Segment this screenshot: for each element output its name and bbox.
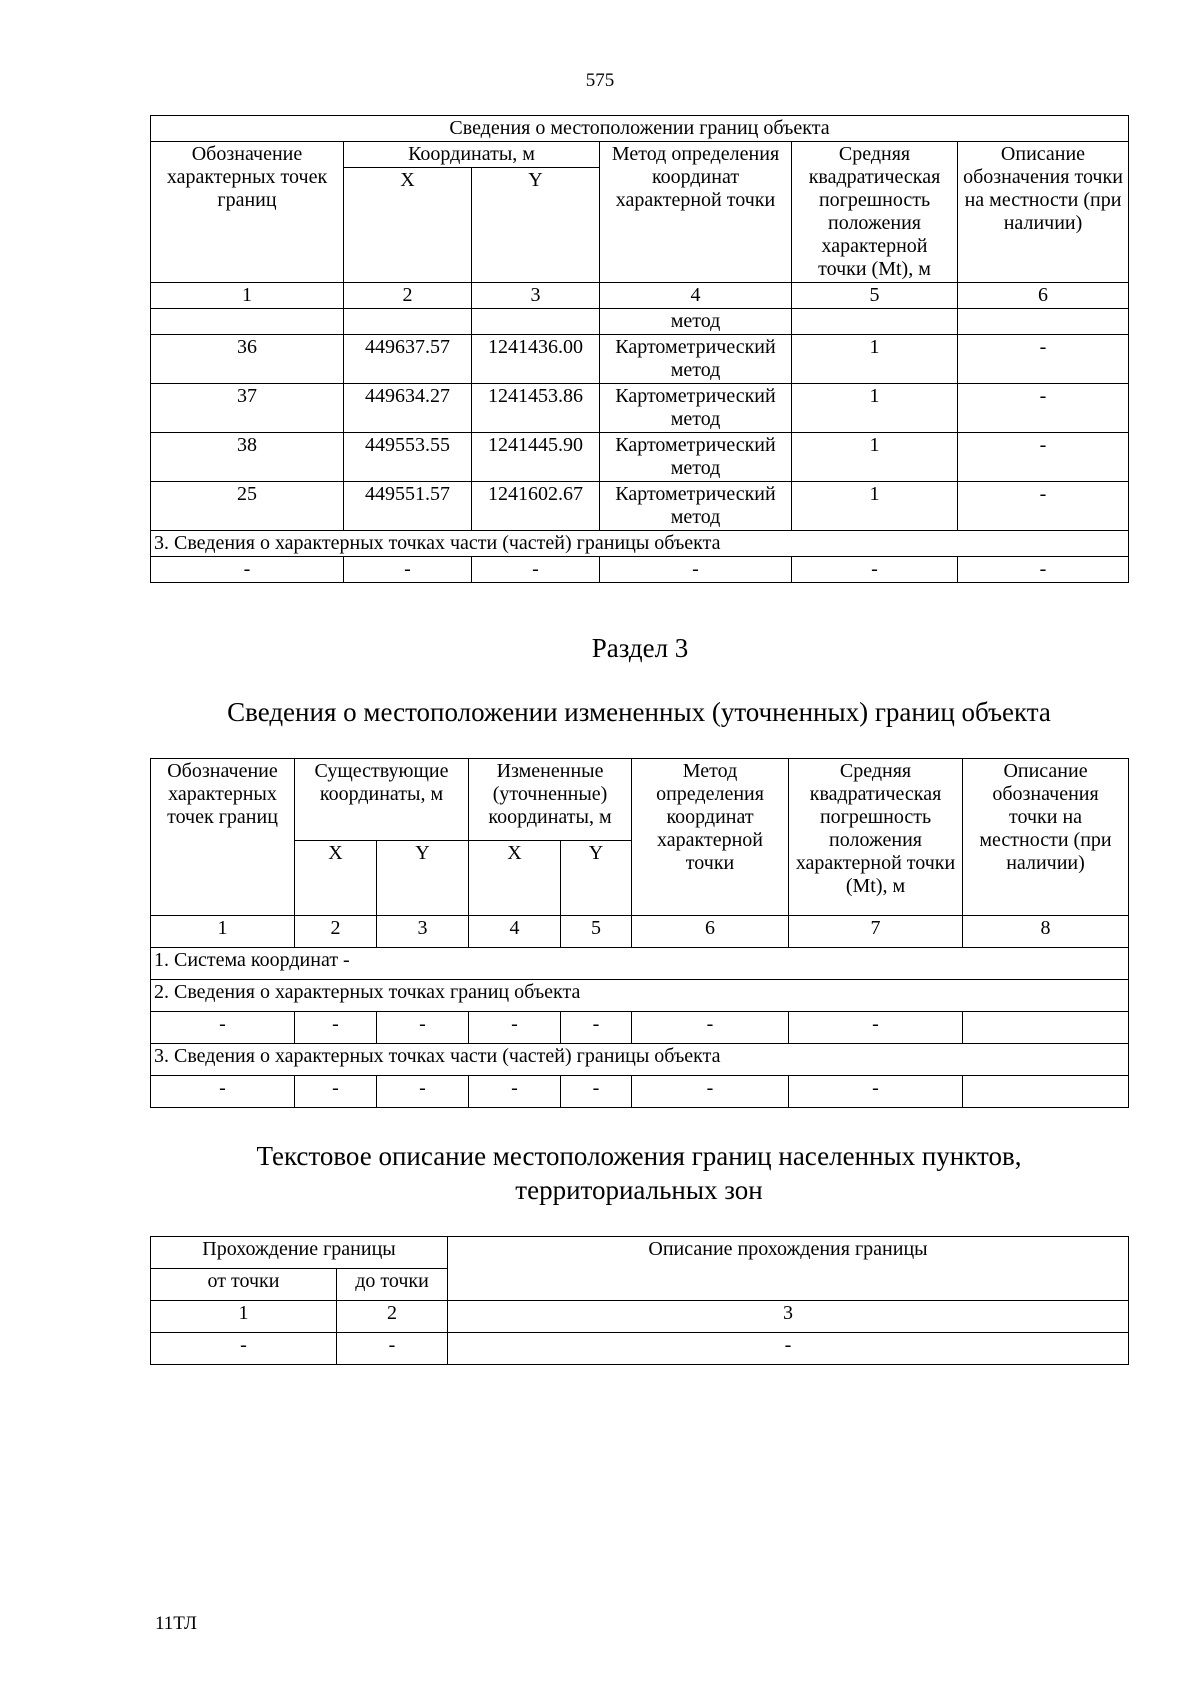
table-cell: - bbox=[151, 1076, 295, 1108]
column-number: 2 bbox=[337, 1301, 448, 1333]
table-cell bbox=[958, 309, 1129, 335]
header-method: Метод определения координат характерной точки bbox=[632, 759, 789, 916]
accuracy-cell: 1 bbox=[792, 433, 958, 482]
table-cell: - bbox=[561, 1012, 632, 1044]
table-cell bbox=[963, 1012, 1129, 1044]
column-number-row bbox=[151, 283, 1129, 309]
table-cell: - bbox=[789, 1012, 963, 1044]
section-heading: Раздел 3 bbox=[591, 633, 689, 663]
header-method: Метод определения координат характерной точки bbox=[600, 142, 792, 283]
point-number: 38 bbox=[151, 433, 344, 482]
point-number: 37 bbox=[151, 384, 344, 433]
table-row bbox=[151, 335, 1129, 384]
table-cell: - bbox=[469, 1012, 561, 1044]
point-number: 25 bbox=[151, 482, 344, 531]
table-cell: - bbox=[632, 1076, 789, 1108]
table-cell: - bbox=[151, 1012, 295, 1044]
column-number: 5 bbox=[792, 283, 958, 309]
part-points-label: 3. Сведения о характерных точках части (частей) границы объекта bbox=[151, 531, 1129, 557]
accuracy-cell: 1 bbox=[792, 335, 958, 384]
table-row bbox=[151, 1333, 1129, 1365]
column-number: 2 bbox=[295, 916, 377, 948]
boundary-passage-table bbox=[150, 1236, 1129, 1365]
header-passage-description: Описание прохождения границы bbox=[448, 1237, 1129, 1301]
table-row bbox=[151, 482, 1129, 531]
table-cell: - bbox=[561, 1076, 632, 1108]
description-cell: - bbox=[958, 433, 1129, 482]
description-cell: - bbox=[958, 384, 1129, 433]
section-title: Сведения о местоположении измененных (уточненных) границ объекта bbox=[227, 697, 1051, 727]
page-number: 575 bbox=[585, 70, 615, 91]
part-points-row bbox=[151, 1076, 1129, 1108]
coord-y: 1241453.86 bbox=[472, 384, 600, 433]
header-accuracy: Средняя квадратическая погрешность положения характерной точки (Mt), м bbox=[792, 142, 958, 283]
table-row bbox=[151, 384, 1129, 433]
column-number: 8 bbox=[963, 916, 1129, 948]
header-existing-coords: Существующие координаты, м bbox=[295, 759, 469, 841]
header-x: X bbox=[344, 168, 472, 283]
column-number: 1 bbox=[151, 916, 295, 948]
table-cell: - bbox=[792, 557, 958, 583]
column-number: 5 bbox=[561, 916, 632, 948]
coord-x: 449551.57 bbox=[344, 482, 472, 531]
boundary-points-row bbox=[151, 1012, 1129, 1044]
coord-x: 449634.27 bbox=[344, 384, 472, 433]
part-points-label: 3. Сведения о характерных точках части (частей) границы объекта bbox=[151, 1044, 1129, 1076]
header-y: Y bbox=[377, 841, 469, 916]
method-cell: Картометрический метод bbox=[600, 335, 792, 384]
column-number: 1 bbox=[151, 1301, 337, 1333]
header-point-designation: Обозначение характерных точек границ bbox=[151, 142, 344, 283]
changed-boundaries-table bbox=[150, 758, 1129, 1108]
header-point-designation: Обозначение характерных точек границ bbox=[151, 759, 295, 916]
table-cell: - bbox=[344, 557, 472, 583]
column-number: 3 bbox=[377, 916, 469, 948]
accuracy-cell: 1 bbox=[792, 384, 958, 433]
table-cell: - bbox=[600, 557, 792, 583]
point-number: 36 bbox=[151, 335, 344, 384]
header-from-point: от точки bbox=[151, 1269, 337, 1301]
coord-system-label: 1. Система координат - bbox=[151, 948, 1129, 980]
table-cell bbox=[151, 309, 344, 335]
carryover-row bbox=[151, 309, 1129, 335]
table-cell: - bbox=[958, 557, 1129, 583]
column-number: 6 bbox=[632, 916, 789, 948]
boundary-location-table bbox=[150, 115, 1129, 583]
column-number-row bbox=[151, 916, 1129, 948]
table-cell: - bbox=[789, 1076, 963, 1108]
table-cell: метод bbox=[600, 309, 792, 335]
column-number: 3 bbox=[472, 283, 600, 309]
method-cell: Картометрический метод bbox=[600, 482, 792, 531]
header-description: Описание обозначения точки на местности (при наличии) bbox=[958, 142, 1129, 283]
table-row bbox=[151, 433, 1129, 482]
method-cell: Картометрический метод bbox=[600, 433, 792, 482]
column-number: 2 bbox=[344, 283, 472, 309]
table-cell: - bbox=[337, 1333, 448, 1365]
table-cell bbox=[472, 309, 600, 335]
table-cell: - bbox=[448, 1333, 1129, 1365]
table-cell: - bbox=[377, 1012, 469, 1044]
coord-y: 1241445.90 bbox=[472, 433, 600, 482]
header-x: X bbox=[295, 841, 377, 916]
table-cell: - bbox=[151, 1333, 337, 1365]
text-description-title-line1: Текстовое описание местоположения границ населенных пунктов, bbox=[256, 1141, 1022, 1171]
table-cell bbox=[792, 309, 958, 335]
method-cell: Картометрический метод bbox=[600, 384, 792, 433]
table-cell bbox=[963, 1076, 1129, 1108]
header-boundary-passage: Прохождение границы bbox=[151, 1237, 448, 1269]
coord-x: 449637.57 bbox=[344, 335, 472, 384]
description-cell: - bbox=[958, 335, 1129, 384]
coord-y: 1241602.67 bbox=[472, 482, 600, 531]
table-cell: - bbox=[151, 557, 344, 583]
column-number-row bbox=[151, 1301, 1129, 1333]
header-y: Y bbox=[561, 841, 632, 916]
table-cell: - bbox=[632, 1012, 789, 1044]
coord-x: 449553.55 bbox=[344, 433, 472, 482]
coord-y: 1241436.00 bbox=[472, 335, 600, 384]
part-points-row bbox=[151, 557, 1129, 583]
table-cell bbox=[344, 309, 472, 335]
accuracy-cell: 1 bbox=[792, 482, 958, 531]
boundary-points-label: 2. Сведения о характерных точках границ объекта bbox=[151, 980, 1129, 1012]
table-cell: - bbox=[469, 1076, 561, 1108]
column-number: 3 bbox=[448, 1301, 1129, 1333]
table-cell: - bbox=[295, 1076, 377, 1108]
table-cell: - bbox=[295, 1012, 377, 1044]
table-cell: - bbox=[472, 557, 600, 583]
header-description: Описание обозначения точки на местности (при наличии) bbox=[963, 759, 1129, 916]
table-cell: - bbox=[377, 1076, 469, 1108]
header-y: Y bbox=[472, 168, 600, 283]
column-number: 1 bbox=[151, 283, 344, 309]
column-number: 4 bbox=[469, 916, 561, 948]
header-changed-coords: Измененные (уточненные) координаты, м bbox=[469, 759, 632, 841]
header-coordinates: Координаты, м bbox=[344, 142, 600, 168]
column-number: 4 bbox=[600, 283, 792, 309]
header-accuracy: Средняя квадратическая погрешность положения характерной точки (Mt), м bbox=[789, 759, 963, 916]
table-caption: Сведения о местоположении границ объекта bbox=[151, 116, 1129, 142]
header-x: X bbox=[469, 841, 561, 916]
footer-code: 11ТЛ bbox=[155, 1613, 197, 1634]
column-number: 7 bbox=[789, 916, 963, 948]
header-to-point: до точки bbox=[337, 1269, 448, 1301]
text-description-title-line2: территориальных зон bbox=[515, 1175, 763, 1205]
description-cell: - bbox=[958, 482, 1129, 531]
column-number: 6 bbox=[958, 283, 1129, 309]
